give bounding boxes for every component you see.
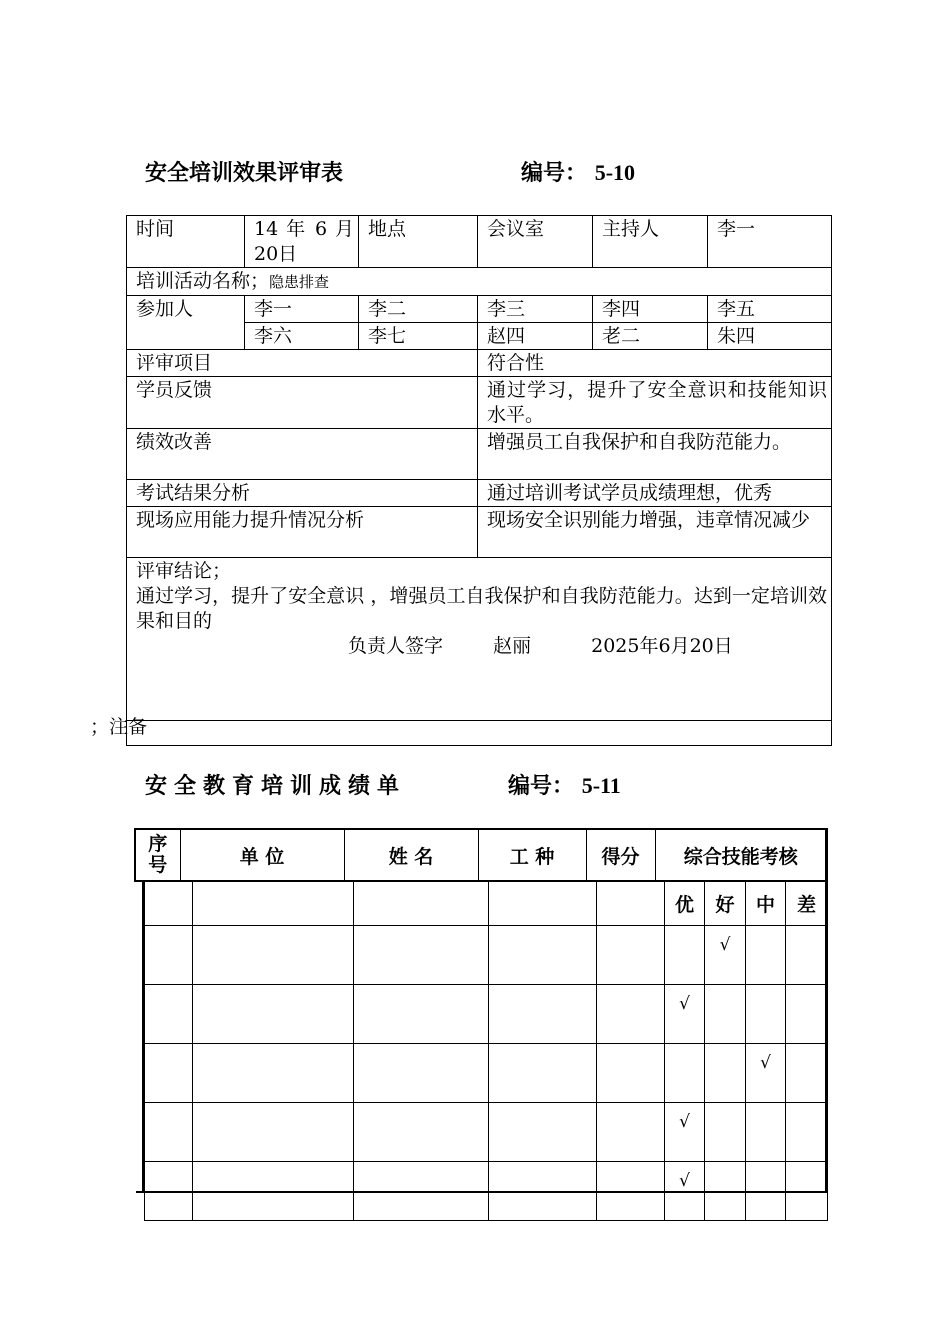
doc2-title-line bbox=[145, 769, 406, 800]
job-cell bbox=[489, 1103, 597, 1162]
activity-row bbox=[127, 268, 832, 296]
name-cell bbox=[354, 926, 489, 985]
job-header: 工 种 bbox=[478, 829, 586, 881]
place-value: 会议室 bbox=[478, 216, 593, 268]
name-cell bbox=[354, 1044, 489, 1103]
score-cell bbox=[597, 985, 665, 1044]
time-place-row bbox=[127, 216, 832, 268]
review-item-header: 评审项目 bbox=[127, 350, 478, 377]
score-cell bbox=[597, 1103, 665, 1162]
doc2-title: 安全教育培训成绩单 bbox=[145, 774, 407, 799]
blank-cell bbox=[354, 881, 489, 926]
participant: 李四 bbox=[593, 296, 708, 323]
unit-cell bbox=[193, 985, 354, 1044]
participant: 老二 bbox=[593, 323, 708, 350]
name-cell bbox=[354, 985, 489, 1044]
participant: 赵四 bbox=[478, 323, 593, 350]
check-mark: √ bbox=[665, 985, 705, 1044]
seq-header bbox=[135, 829, 180, 881]
doc1-title: 安全培训效果评审表 bbox=[145, 161, 344, 186]
job-cell bbox=[489, 926, 597, 985]
grade-cell bbox=[705, 985, 746, 1044]
seq-header-label: 序号 bbox=[148, 833, 168, 876]
review-item-row bbox=[127, 507, 832, 558]
review-item-name: 绩效改善 bbox=[127, 429, 478, 480]
table-right-rule bbox=[825, 828, 827, 1193]
doc1-code bbox=[521, 156, 635, 187]
score-cell bbox=[597, 926, 665, 985]
blank-cell bbox=[489, 881, 597, 926]
review-item-result: 现场安全识别能力增强，违章情况减少 bbox=[478, 507, 832, 558]
doc1-title-line bbox=[145, 156, 343, 187]
score-sheet-body bbox=[144, 880, 828, 1221]
participant: 李三 bbox=[478, 296, 593, 323]
seq-cell bbox=[145, 985, 193, 1044]
unit-header: 单 位 bbox=[180, 829, 344, 881]
participant: 朱四 bbox=[708, 323, 832, 350]
signature-line bbox=[136, 634, 827, 659]
doc1-code-label: 编号： bbox=[521, 161, 588, 186]
table-left-rule bbox=[142, 880, 144, 1193]
activity-cell bbox=[127, 268, 832, 296]
review-header-row bbox=[127, 350, 832, 377]
seq-cell bbox=[145, 1044, 193, 1103]
check-mark: √ bbox=[746, 1044, 786, 1103]
grade-cell bbox=[786, 1103, 828, 1162]
review-item-row bbox=[127, 429, 832, 480]
activity-value: 隐患排查 bbox=[269, 273, 330, 291]
note-row bbox=[127, 721, 832, 746]
doc2-code bbox=[508, 769, 621, 800]
blank-cell bbox=[193, 881, 354, 926]
check-mark: √ bbox=[665, 1162, 705, 1221]
review-item-row bbox=[127, 377, 832, 429]
conformity-header: 符合性 bbox=[478, 350, 832, 377]
grade-cell bbox=[705, 1044, 746, 1103]
blank-cell bbox=[597, 881, 665, 926]
table-bottom-rule bbox=[136, 1191, 827, 1193]
conclusion-row bbox=[127, 558, 832, 721]
review-item-name: 考试结果分析 bbox=[127, 480, 478, 507]
training-review-table bbox=[126, 215, 832, 746]
host-value: 李一 bbox=[708, 216, 832, 268]
grade-cell bbox=[786, 1044, 828, 1103]
participant: 李二 bbox=[359, 296, 478, 323]
score-cell bbox=[597, 1044, 665, 1103]
grade-medium: 中 bbox=[746, 881, 786, 926]
review-item-name: 学员反馈 bbox=[127, 377, 478, 429]
activity-label: 培训活动名称； bbox=[136, 270, 270, 292]
conclusion-label: 评审结论； bbox=[136, 560, 232, 582]
signature-name: 赵丽 bbox=[493, 635, 532, 657]
conclusion-cell bbox=[127, 558, 832, 721]
score-header: 得分 bbox=[586, 829, 655, 881]
check-mark: √ bbox=[665, 1103, 705, 1162]
participants-row-1 bbox=[127, 296, 832, 323]
host-label: 主持人 bbox=[593, 216, 708, 268]
place-label: 地点 bbox=[359, 216, 478, 268]
score-sheet-header bbox=[134, 828, 828, 882]
review-item-result: 通过培训考试学员成绩理想，优秀 bbox=[478, 480, 832, 507]
table-row bbox=[145, 985, 828, 1044]
grade-cell bbox=[746, 926, 786, 985]
doc2-code-value: 5-11 bbox=[581, 773, 621, 798]
grade-poor: 差 bbox=[786, 881, 828, 926]
review-item-result: 通过学习，提升了安全意识和技能知识水平。 bbox=[478, 377, 832, 429]
table-row bbox=[145, 1044, 828, 1103]
job-cell bbox=[489, 1044, 597, 1103]
table-row bbox=[145, 926, 828, 985]
skill-header: 综合技能考核 bbox=[655, 829, 827, 881]
table-row bbox=[145, 1103, 828, 1162]
unit-cell bbox=[193, 1044, 354, 1103]
blank-cell bbox=[145, 881, 193, 926]
participants-label: 参加人 bbox=[127, 296, 245, 350]
conclusion-text: 通过学习，提升了安全意识 ，增强员工自我保护和自我防范能力。达到一定培训效果和目的 bbox=[136, 585, 827, 632]
grade-good: 好 bbox=[705, 881, 746, 926]
grade-cell bbox=[746, 985, 786, 1044]
check-mark: √ bbox=[705, 926, 746, 985]
time-value: 14 年 6 月20日 bbox=[245, 216, 359, 268]
doc1-code-value: 5-10 bbox=[594, 160, 636, 185]
signature-label: 负责人签字 bbox=[348, 635, 444, 657]
time-label: 时间 bbox=[127, 216, 245, 268]
note-cell bbox=[127, 721, 832, 746]
participant: 李五 bbox=[708, 296, 832, 323]
note-text: ；注备 bbox=[90, 716, 148, 738]
name-header: 姓 名 bbox=[344, 829, 478, 881]
grade-cell bbox=[665, 926, 705, 985]
grade-excellent: 优 bbox=[665, 881, 705, 926]
seq-cell bbox=[145, 926, 193, 985]
grade-header-row bbox=[145, 881, 828, 926]
unit-cell bbox=[193, 926, 354, 985]
grade-cell bbox=[786, 926, 828, 985]
grade-cell bbox=[746, 1103, 786, 1162]
review-item-name: 现场应用能力提升情况分析 bbox=[127, 507, 478, 558]
doc2-code-label: 编号： bbox=[508, 774, 575, 799]
participant: 李六 bbox=[245, 323, 359, 350]
grade-cell bbox=[786, 985, 828, 1044]
grade-cell bbox=[705, 1103, 746, 1162]
seq-cell bbox=[145, 1103, 193, 1162]
name-cell bbox=[354, 1103, 489, 1162]
participant: 李一 bbox=[245, 296, 359, 323]
job-cell bbox=[489, 985, 597, 1044]
grade-cell bbox=[665, 1044, 705, 1103]
review-item-row bbox=[127, 480, 832, 507]
review-item-result: 增强员工自我保护和自我防范能力。 bbox=[478, 429, 832, 480]
signature-date: 2025年6月20日 bbox=[591, 635, 733, 657]
unit-cell bbox=[193, 1103, 354, 1162]
participant: 李七 bbox=[359, 323, 478, 350]
